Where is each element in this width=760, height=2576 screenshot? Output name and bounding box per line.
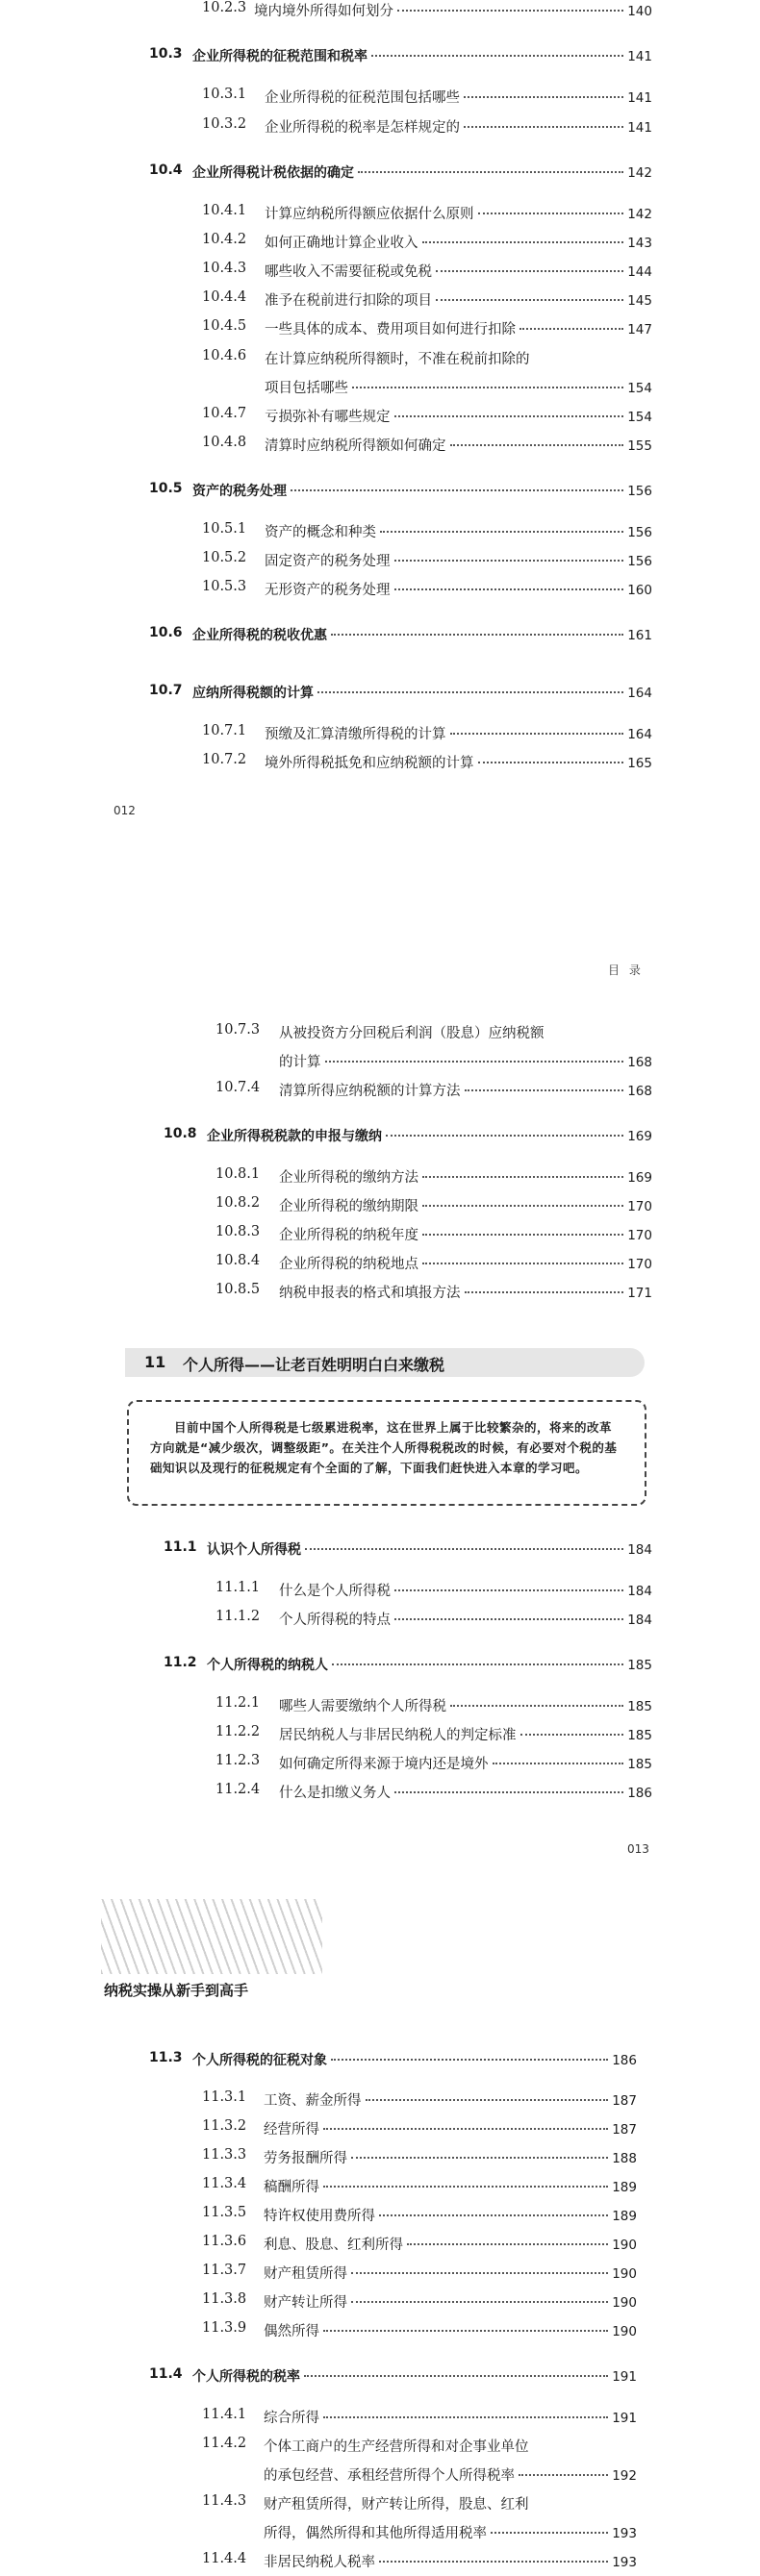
- toc-entry[interactable]: [0, 0, 760, 25]
- entry-title: 计算应纳税所得额应依据什么原则: [265, 207, 474, 222]
- toc-entry[interactable]: [0, 2234, 760, 2259]
- toc-section-entry[interactable]: [0, 2366, 760, 2391]
- entry-number: 11.1.1: [215, 1580, 261, 1595]
- toc-entry[interactable]: [0, 1580, 760, 1605]
- toc-entry[interactable]: [0, 1166, 760, 1191]
- entry-page: 185: [627, 1699, 652, 1714]
- entry-page: 187: [612, 2093, 637, 2109]
- dot-leader: [358, 171, 623, 173]
- toc-entry[interactable]: [0, 1609, 760, 1634]
- entry-number: 10.5: [149, 481, 183, 496]
- dot-leader: [465, 1089, 624, 1091]
- toc-page-012: [0, 0, 760, 827]
- entry-number: 11.3.8: [202, 2291, 247, 2307]
- dot-leader: [351, 2301, 608, 2303]
- entry-number: 10.4.2: [202, 232, 247, 247]
- entry-title: 企业所得税的税率是怎样规定的: [265, 120, 460, 136]
- entry-page: 190: [612, 2238, 637, 2253]
- entry-title-line1: 在计算应纳税所得额时，不准在税前扣除的: [265, 352, 530, 367]
- toc-page-013: [0, 923, 760, 1889]
- entry-number: 10.8.3: [215, 1224, 261, 1239]
- entry-page: 142: [627, 165, 652, 181]
- toc-page-014: [0, 1899, 760, 2570]
- toc-entry[interactable]: [0, 406, 760, 431]
- entry-number: 11.2.3: [215, 1753, 261, 1768]
- dot-leader: [323, 2330, 608, 2332]
- entry-title: 清算所得应纳税额的计算方法: [279, 1084, 461, 1099]
- entry-number: 10.4.6: [202, 348, 247, 363]
- entry-title: 固定资产的税务处理: [265, 554, 391, 569]
- toc-entry[interactable]: [0, 521, 760, 546]
- dot-leader: [323, 2416, 608, 2418]
- entry-title: 企业所得税的征税范围包括哪些: [265, 90, 460, 106]
- entry-page: 156: [627, 525, 652, 540]
- dot-leader: [407, 2243, 608, 2245]
- entry-title: 认识个人所得税: [207, 1542, 301, 1558]
- entry-page: 187: [612, 2122, 637, 2138]
- toc-entry[interactable]: [0, 2205, 760, 2230]
- entry-page: 155: [627, 438, 652, 454]
- entry-page: 169: [627, 1129, 652, 1144]
- entry-title: 哪些人需要缴纳个人所得税: [279, 1699, 446, 1714]
- entry-title: 如何确定所得来源于境内还是境外: [279, 1757, 489, 1772]
- entry-number: 10.2.3: [202, 0, 247, 15]
- entry-number: 10.8.1: [215, 1166, 261, 1182]
- dot-leader: [317, 691, 623, 693]
- entry-title: 所得，偶然所得和其他所得适用税率: [264, 2526, 487, 2541]
- toc-entry[interactable]: [0, 435, 760, 460]
- entry-number: 11.4.1: [202, 2407, 247, 2422]
- toc-entry-partial[interactable]: [0, 2551, 760, 2576]
- entry-number: 10.8.2: [215, 1195, 261, 1211]
- entry-number: 11.2.4: [215, 1782, 261, 1797]
- entry-title: 偶然所得: [264, 2324, 319, 2339]
- toc-entry[interactable]: [0, 1253, 760, 1278]
- entry-title: 企业所得税计税依据的确定: [192, 165, 354, 181]
- entry-title: 企业所得税的缴纳方法: [279, 1170, 418, 1186]
- dot-leader: [371, 55, 623, 57]
- entry-title: 境内境外所得如何划分: [254, 4, 393, 19]
- dot-leader: [422, 1205, 623, 1207]
- entry-title: 个人所得税的税率: [192, 2369, 300, 2385]
- entry-title: 什么是扣缴义务人: [279, 1786, 391, 1801]
- dot-leader: [325, 1061, 624, 1063]
- entry-title: 如何正确地计算企业收入: [265, 236, 418, 251]
- entry-number: 10.4.8: [202, 435, 247, 450]
- entry-number: 10.4.5: [202, 318, 247, 334]
- dot-leader: [450, 733, 624, 735]
- entry-page: 190: [612, 2266, 637, 2282]
- entry-title-line1: 从被投资方分回税后利润（股息）应纳税额: [279, 1026, 545, 1041]
- toc-section-entry[interactable]: [0, 2050, 760, 2075]
- toc-entry-multiline[interactable]: [0, 2493, 760, 2547]
- toc-entry[interactable]: [0, 2118, 760, 2143]
- dot-leader: [332, 1663, 623, 1665]
- entry-page: 169: [627, 1170, 652, 1186]
- entry-page: 189: [612, 2209, 637, 2224]
- entry-number: 10.5.2: [202, 550, 247, 565]
- toc-entry[interactable]: [0, 1782, 760, 1807]
- entry-title-line1: 财产租赁所得，财产转让所得，股息、红利: [264, 2497, 529, 2513]
- entry-title: 境外所得税抵免和应纳税额的计算: [265, 756, 474, 771]
- dot-leader: [436, 270, 623, 272]
- entry-title: 资产的概念和种类: [265, 525, 376, 540]
- entry-number: 10.3.2: [202, 116, 247, 132]
- entry-title-line1: 个体工商户的生产经营所得和对企事业单位: [264, 2439, 529, 2455]
- toc-entry[interactable]: [0, 752, 760, 777]
- entry-title: 财产转让所得: [264, 2295, 347, 2311]
- entry-page: 164: [627, 727, 652, 742]
- toc-entry[interactable]: [0, 261, 760, 286]
- entry-page: 143: [627, 236, 652, 251]
- toc-section-entry[interactable]: [0, 683, 760, 708]
- entry-number: 11.3.4: [202, 2176, 247, 2191]
- toc-entry[interactable]: [0, 1282, 760, 1307]
- entry-page: 189: [612, 2180, 637, 2195]
- entry-title: 综合所得: [264, 2411, 319, 2426]
- toc-section-entry[interactable]: [0, 163, 760, 188]
- entry-number: 10.4.7: [202, 406, 247, 421]
- entry-title: 企业所得税的纳税年度: [279, 1228, 418, 1243]
- dot-leader: [305, 1548, 623, 1550]
- running-head: 目 录: [608, 963, 644, 977]
- dot-leader: [464, 126, 623, 128]
- entry-page: 170: [627, 1199, 652, 1214]
- header-hatch-decoration: [101, 1899, 322, 1974]
- entry-page: 141: [627, 49, 652, 64]
- dot-leader: [394, 1589, 623, 1591]
- toc-entry[interactable]: [0, 87, 760, 112]
- page-number: 012: [114, 804, 136, 817]
- entry-number: 10.5.3: [202, 579, 247, 594]
- entry-title: 项目包括哪些: [265, 381, 348, 396]
- entry-title: 劳务报酬所得: [264, 2151, 347, 2166]
- entry-title: 一些具体的成本、费用项目如何进行扣除: [265, 322, 516, 338]
- dot-leader: [422, 1176, 623, 1178]
- entry-page: 154: [627, 381, 652, 396]
- entry-title: 预缴及汇算清缴所得税的计算: [265, 727, 446, 742]
- toc-entry[interactable]: [0, 1753, 760, 1778]
- entry-title: 哪些收入不需要征税或免税: [265, 264, 432, 280]
- entry-title: 经营所得: [264, 2122, 319, 2138]
- entry-number: 11.3.1: [202, 2089, 247, 2105]
- toc-entry[interactable]: [0, 1195, 760, 1220]
- toc-entry[interactable]: [0, 2263, 760, 2288]
- entry-number: 11.3.9: [202, 2320, 247, 2336]
- dot-leader: [520, 1734, 624, 1736]
- entry-title: 应纳所得税额的计算: [192, 686, 314, 701]
- toc-entry[interactable]: [0, 1724, 760, 1749]
- entry-page: 160: [627, 583, 652, 598]
- dot-leader: [323, 2128, 608, 2130]
- dot-leader: [397, 10, 623, 12]
- entry-title: 企业所得税的税收优惠: [192, 628, 327, 643]
- toc-entry-multiline[interactable]: [0, 1022, 760, 1076]
- entry-title: 资产的税务处理: [192, 484, 287, 499]
- dot-leader: [304, 2375, 608, 2377]
- entry-page: 142: [627, 207, 652, 222]
- dot-leader: [394, 1791, 623, 1793]
- entry-title: 个人所得税的征税对象: [192, 2053, 327, 2068]
- entry-page: 186: [627, 1786, 652, 1801]
- toc-entry-multiline[interactable]: [0, 2436, 760, 2489]
- dot-leader: [422, 1234, 623, 1236]
- entry-page: 164: [627, 686, 652, 701]
- dot-leader: [519, 328, 623, 330]
- entry-number: 11.1.2: [215, 1609, 261, 1624]
- entry-page: 170: [627, 1228, 652, 1243]
- dot-leader: [366, 2099, 609, 2101]
- entry-number: 10.8.5: [215, 1282, 261, 1297]
- chapter-heading[interactable]: [125, 1348, 645, 1377]
- toc-entry[interactable]: [0, 579, 760, 604]
- entry-number: 10.4.1: [202, 203, 247, 218]
- entry-number: 10.3.1: [202, 87, 247, 102]
- entry-number: 10.4: [149, 163, 183, 178]
- entry-title: 企业所得税税款的申报与缴纳: [207, 1129, 382, 1144]
- entry-page: 156: [627, 484, 652, 499]
- toc-entry[interactable]: [0, 116, 760, 141]
- entry-page: 185: [627, 1757, 652, 1772]
- entry-number: 10.4.3: [202, 261, 247, 276]
- entry-title: 居民纳税人与非居民纳税人的判定标准: [279, 1728, 517, 1743]
- entry-page: 193: [612, 2526, 637, 2541]
- entry-page: 185: [627, 1658, 652, 1673]
- dot-leader: [386, 1135, 623, 1137]
- dot-leader: [519, 2474, 608, 2476]
- entry-number: 11.1: [164, 1539, 197, 1555]
- toc-entry[interactable]: [0, 1224, 760, 1249]
- entry-title: 亏损弥补有哪些规定: [265, 410, 391, 425]
- entry-title: 特许权使用费所得: [264, 2209, 375, 2224]
- toc-entry[interactable]: [0, 550, 760, 575]
- dot-leader: [450, 1705, 623, 1707]
- entry-title: 无形资产的税务处理: [265, 583, 391, 598]
- dot-leader: [379, 2214, 608, 2216]
- entry-page: 140: [627, 4, 652, 19]
- dot-leader: [394, 588, 624, 590]
- dot-leader: [465, 1291, 624, 1293]
- entry-page: 144: [627, 264, 652, 280]
- entry-number: 11.3.2: [202, 2118, 247, 2134]
- toc-section-entry[interactable]: [0, 1539, 760, 1564]
- toc-section-entry[interactable]: [0, 1655, 760, 1680]
- dot-leader: [352, 387, 623, 388]
- toc-entry[interactable]: [0, 2320, 760, 2345]
- dot-leader: [394, 1618, 623, 1620]
- entry-title: 准予在税前进行扣除的项目: [265, 293, 432, 309]
- toc-section-entry[interactable]: [0, 481, 760, 506]
- entry-title: 企业所得税的缴纳期限: [279, 1199, 418, 1214]
- dot-leader: [464, 96, 623, 98]
- toc-entry[interactable]: [0, 2089, 760, 2114]
- dot-leader: [351, 2272, 608, 2274]
- toc-entry[interactable]: [0, 203, 760, 228]
- dot-leader: [380, 531, 623, 533]
- entry-title: 的计算: [279, 1055, 321, 1070]
- toc-entry-multiline[interactable]: [0, 348, 760, 402]
- entry-page: 184: [627, 1542, 652, 1558]
- entry-number: 11.3.3: [202, 2147, 247, 2163]
- toc-section-entry[interactable]: [0, 46, 760, 71]
- dot-leader: [491, 2532, 608, 2534]
- entry-page: 168: [627, 1084, 652, 1099]
- dot-leader: [478, 213, 624, 214]
- dot-leader: [394, 415, 624, 417]
- toc-entry[interactable]: [0, 2291, 760, 2316]
- entry-number: 10.7.2: [202, 752, 247, 767]
- chapter-title: 个人所得——让老百姓明明白白来缴税: [183, 1356, 445, 1374]
- entry-title: 利息、股息、红利所得: [264, 2238, 403, 2253]
- entry-number: 11.3.7: [202, 2263, 247, 2278]
- entry-number: 10.6: [149, 625, 183, 640]
- dot-leader: [323, 2186, 608, 2188]
- entry-page: 171: [627, 1286, 652, 1301]
- dot-leader: [379, 2561, 608, 2563]
- entry-title: 工资、薪金所得: [264, 2093, 362, 2109]
- page-number: 013: [627, 1842, 649, 1856]
- entry-page: 186: [612, 2053, 637, 2068]
- entry-page: 141: [627, 120, 652, 136]
- entry-number: 11.2: [164, 1655, 197, 1670]
- entry-number: 10.5.1: [202, 521, 247, 537]
- dot-leader: [422, 241, 624, 243]
- entry-page: 154: [627, 410, 652, 425]
- dot-leader: [422, 1263, 623, 1264]
- entry-title: 的承包经营、承租经营所得个人所得税率: [264, 2468, 515, 2484]
- entry-page: 161: [627, 628, 652, 643]
- dot-leader: [291, 489, 623, 491]
- entry-number: 10.7.4: [215, 1080, 261, 1095]
- entry-number: 11.3: [149, 2050, 183, 2065]
- entry-page: 147: [627, 322, 652, 338]
- toc-entry[interactable]: [0, 318, 760, 343]
- entry-number: 11.4.4: [202, 2551, 247, 2566]
- entry-title: 企业所得税的征税范围和税率: [192, 49, 367, 64]
- entry-title: 个人所得税的纳税人: [207, 1658, 328, 1673]
- entry-page: 184: [627, 1584, 652, 1599]
- dot-leader: [351, 2157, 608, 2159]
- dot-leader: [394, 560, 624, 562]
- toc-entry[interactable]: [0, 2176, 760, 2201]
- entry-title: 个人所得税的特点: [279, 1613, 391, 1628]
- entry-page: 193: [612, 2555, 637, 2570]
- entry-title: 清算时应纳税所得额如何确定: [265, 438, 446, 454]
- toc-entry[interactable]: [0, 2407, 760, 2432]
- entry-page: 168: [627, 1055, 652, 1070]
- dot-leader: [493, 1763, 624, 1764]
- entry-number: 11.4.3: [202, 2493, 247, 2509]
- dot-leader: [478, 762, 624, 763]
- chapter-intro-box: 目前中国个人所得税是七级累进税率，这在世界上属于比较繁杂的，将来的改革方向就是“减少级次，调整级距”。在关注个人所得税税改的时候，有必要对个税的基础知识以及现行的征税规定有个全面的了解，下面我们赶快进入本章的学习吧。: [127, 1400, 646, 1506]
- entry-title: 企业所得税的纳税地点: [279, 1257, 418, 1272]
- entry-number: 11.3.5: [202, 2205, 247, 2220]
- entry-title: 财产租赁所得: [264, 2266, 347, 2282]
- entry-number: 10.7.3: [215, 1022, 261, 1038]
- toc-section-entry[interactable]: [0, 625, 760, 650]
- entry-title: 稿酬所得: [264, 2180, 319, 2195]
- dot-leader: [450, 444, 624, 446]
- entry-number: 10.3: [149, 46, 183, 62]
- entry-page: 156: [627, 554, 652, 569]
- dot-leader: [436, 299, 623, 301]
- entry-page: 165: [627, 756, 652, 771]
- entry-title: 纳税申报表的格式和填报方法: [279, 1286, 461, 1301]
- chapter-number: 11: [144, 1353, 166, 1371]
- entry-page: 185: [627, 1728, 652, 1743]
- toc-entry[interactable]: [0, 232, 760, 257]
- entry-number: 11.4: [149, 2366, 183, 2382]
- entry-number: 11.4.2: [202, 2436, 247, 2451]
- entry-page: 190: [612, 2295, 637, 2311]
- book-brand-title: 纳税实操从新手到高手: [104, 1982, 249, 1999]
- entry-number: 10.7.1: [202, 723, 247, 738]
- toc-entry[interactable]: [0, 2147, 760, 2172]
- entry-title: 什么是个人所得税: [279, 1584, 391, 1599]
- entry-page: 188: [612, 2151, 637, 2166]
- entry-number: 10.8.4: [215, 1253, 261, 1268]
- entry-number: 10.7: [149, 683, 183, 698]
- entry-title: 非居民纳税人税率: [264, 2555, 375, 2570]
- toc-entry[interactable]: [0, 1695, 760, 1720]
- entry-page: 145: [627, 293, 652, 309]
- entry-page: 190: [612, 2324, 637, 2339]
- entry-page: 192: [612, 2468, 637, 2484]
- entry-page: 184: [627, 1613, 652, 1628]
- entry-page: 170: [627, 1257, 652, 1272]
- toc-entry[interactable]: [0, 289, 760, 314]
- entry-number: 11.2.1: [215, 1695, 261, 1711]
- dot-leader: [331, 634, 623, 636]
- toc-entry[interactable]: [0, 1080, 760, 1105]
- entry-page: 141: [627, 90, 652, 106]
- entry-page: 191: [612, 2411, 637, 2426]
- entry-number: 10.4.4: [202, 289, 247, 305]
- toc-entry[interactable]: [0, 723, 760, 748]
- dot-leader: [331, 2059, 608, 2061]
- toc-section-entry[interactable]: [0, 1126, 760, 1151]
- entry-number: 11.3.6: [202, 2234, 247, 2249]
- entry-page: 191: [612, 2369, 637, 2385]
- entry-number: 10.8: [164, 1126, 197, 1141]
- entry-number: 11.2.2: [215, 1724, 261, 1739]
